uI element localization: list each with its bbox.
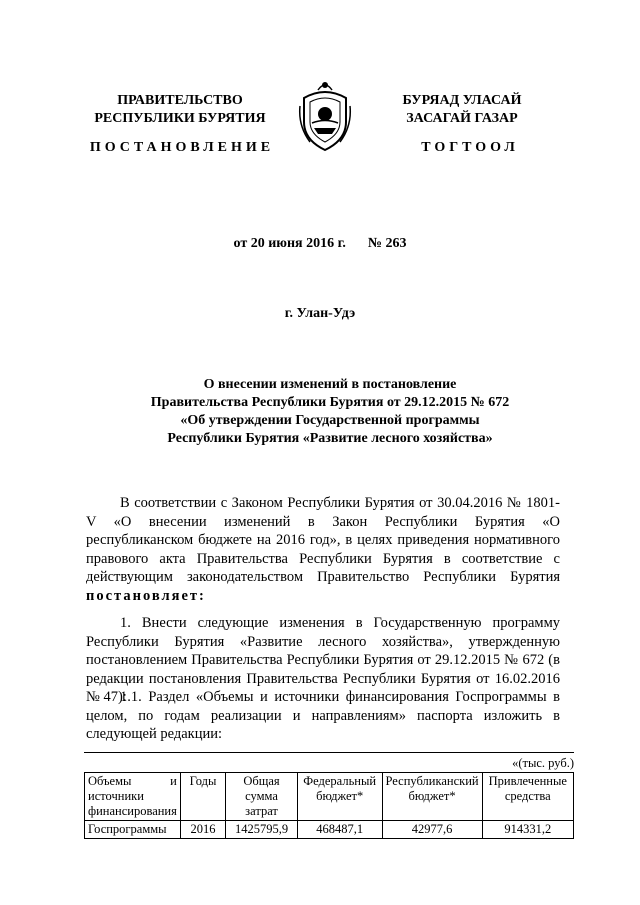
cell-republican: 42977,6	[382, 821, 482, 839]
cell-federal: 468487,1	[297, 821, 382, 839]
doc-type-bua: ТОГТООЛ	[421, 140, 519, 155]
document-date: от 20 июня 2016 г.	[233, 236, 346, 251]
header-left	[80, 92, 280, 128]
cell-attracted: 914331,2	[482, 821, 573, 839]
preamble-text: В соответствии с Законом Республики Бурятия от 30.04.2016 № 1801-V «О внесении изменений в Закон Республики Бурятия «О республиканском бюджете на 2016 год», в целях приведения нормативного правового акта Правительства Республики Бурятия в соответствие с действующим законодательством Правительство Республики Бурятия	[86, 495, 560, 585]
document-date-line	[0, 236, 640, 252]
title-line4: Республики Бурятия «Развитие лесного хозяйства»	[167, 431, 493, 446]
header-right	[362, 92, 562, 128]
header-years: Годы	[180, 773, 225, 821]
document-city: г. Улан-Удэ	[284, 306, 356, 321]
cell-total: 1425795,9	[226, 821, 298, 839]
header-attracted: Привлеченные средства	[482, 773, 573, 821]
table-header-row	[85, 773, 574, 821]
paragraph-preamble	[86, 494, 560, 605]
header-left-line2: РЕСПУБЛИКИ БУРЯТИЯ	[94, 111, 266, 126]
header-right-line1: БУРЯАД УЛАСАЙ	[402, 93, 522, 108]
header-republican: Республиканский бюджет*	[382, 773, 482, 821]
title-line3: «Об утверждении Государственной программы	[180, 413, 480, 428]
title-line1: О внесении изменений в постановление	[203, 377, 457, 392]
table-row	[85, 821, 574, 839]
cell-sources: Госпрограммы	[85, 821, 181, 839]
header-federal: Федеральный бюджет*	[297, 773, 382, 821]
cell-year: 2016	[180, 821, 225, 839]
table-unit: «(тыс. руб.)	[512, 756, 574, 770]
item-1-1-text: 1.1. Раздел «Объемы и источники финансирования Госпрограммы в целом, по годам реализации и направлениям» паспорта изложить в следующей редакции:	[86, 689, 560, 742]
header-sources: Объемы и источники финансирования	[85, 773, 181, 821]
document-title	[96, 376, 564, 448]
title-line2: Правительства Республики Бурятия от 29.12.2015 № 672	[150, 395, 510, 410]
preamble-resolves: постановляет:	[86, 587, 206, 604]
header-right-line2: ЗАСАГАЙ ГАЗАР	[406, 111, 518, 126]
document-number: № 263	[367, 236, 407, 251]
doc-type-ru: ПОСТАНОВЛЕНИЕ	[89, 140, 275, 155]
paragraph-item-1-1	[86, 688, 560, 744]
table-top-rule	[84, 752, 574, 753]
financing-table	[84, 772, 574, 839]
header-left-line1: ПРАВИТЕЛЬСТВО	[117, 93, 243, 108]
header-total: Общая сумма затрат	[226, 773, 298, 821]
item-1-text: 1. Внести следующие изменения в Государственную программу Республики Бурятия «Развитие лесного хозяйства», утвержденную постановлением Правительства Республики Бурятия от 29.12.2015 № 672 (в редакции постановления Правительства Республики Бурятия от 16.02.2016 № 47):	[86, 615, 560, 705]
coat-of-arms-icon	[296, 76, 354, 154]
